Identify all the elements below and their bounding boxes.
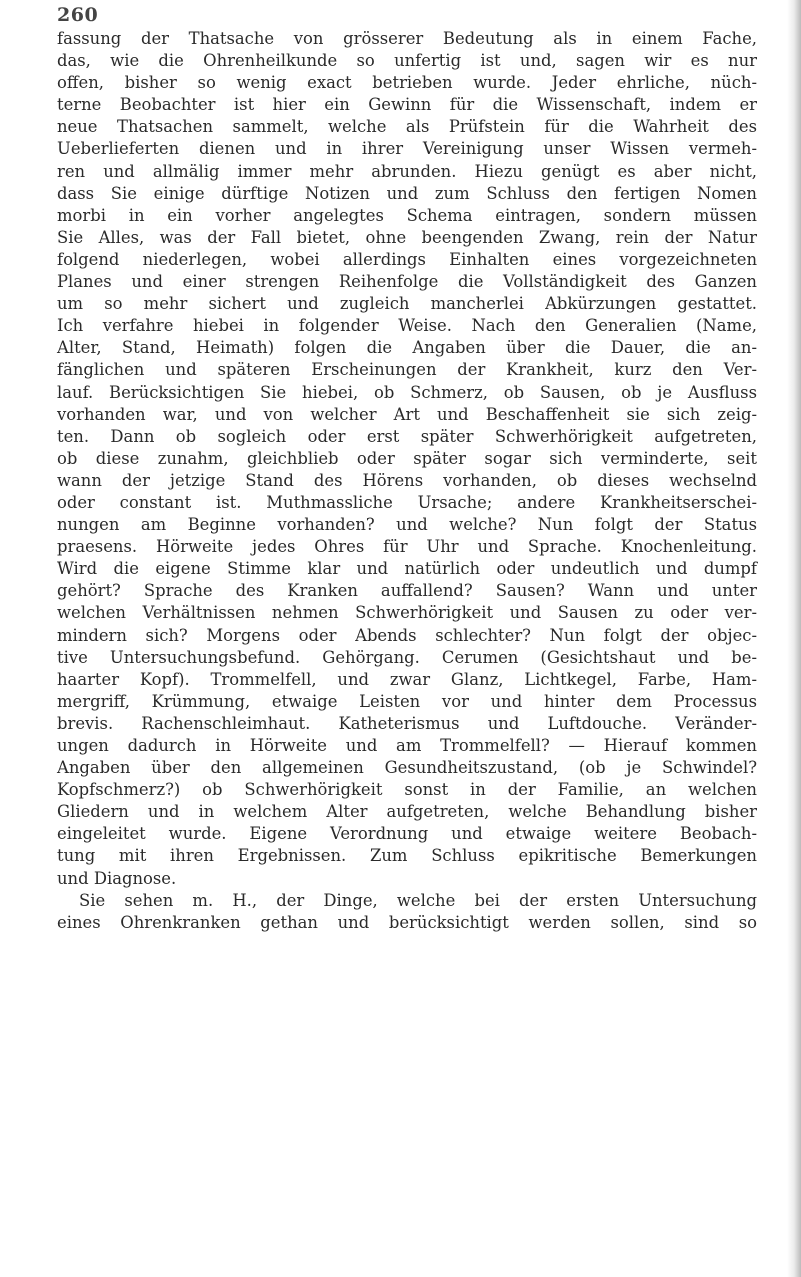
text-line: tung mit ihren Ergebnissen. Zum Schluss epikritische Bemerkungen	[57, 846, 757, 866]
text-line: mergriff, Krümmung, etwaige Leisten vor und hinter dem Processus	[57, 691, 757, 711]
text-line: Ueberlieferten dienen und in ihrer Vereinigung unser Wissen vermeh-	[57, 139, 757, 159]
text-line: dass Sie einige dürftige Notizen und zum Schluss den fertigen Nomen	[57, 183, 757, 203]
text-line: haarter Kopf). Trommelfell, und zwar Glanz, Lichtkegel, Farbe, Ham-	[57, 669, 757, 689]
text-line: Ich verfahre hiebei in folgender Weise. Nach den Generalien (Name,	[57, 316, 757, 336]
text-line: das, wie die Ohrenheilkunde so unfertig ist und, sagen wir es nur	[57, 51, 757, 71]
text-line: Angaben über den allgemeinen Gesundheitszustand, (ob je Schwindel?	[57, 758, 757, 778]
text-line: morbi in ein vorher angelegtes Schema eintragen, sondern müssen	[57, 205, 757, 225]
text-line: fassung der Thatsache von grösserer Bedeutung als in einem Fache,	[57, 29, 757, 48]
text-line: Kopfschmerz?) ob Schwerhörigkeit sonst in der Familie, an welchen	[57, 780, 757, 800]
text-line: wann der jetzige Stand des Hörens vorhanden, ob dieses wechselnd	[57, 470, 757, 490]
text-line: ten. Dann ob sogleich oder erst später Schwerhörigkeit aufgetreten,	[57, 426, 757, 446]
text-line: neue Thatsachen sammelt, welche als Prüfstein für die Wahrheit des	[57, 117, 757, 137]
text-line: Gliedern und in welchem Alter aufgetreten, welche Behandlung bisher	[57, 802, 757, 822]
text-line: brevis. Rachenschleimhaut. Katheterismus und Luftdouche. Veränder-	[57, 713, 757, 733]
page-number: 260	[57, 4, 99, 26]
text-line: eingeleitet wurde. Eigene Verordnung und etwaige weitere Beobach-	[57, 824, 757, 844]
text-line: um so mehr sichert und zugleich mancherlei Abkürzungen gestattet.	[57, 294, 757, 314]
text-line: und Diagnose.	[57, 868, 177, 888]
text-line: Wird die eigene Stimme klar und natürlich oder undeutlich und dumpf	[57, 559, 757, 579]
text-line: ungen dadurch in Hörweite und am Trommelfell? — Hierauf kommen	[57, 736, 757, 755]
text-line: gehört? Sprache des Kranken auffallend? Sausen? Wann und unter	[57, 581, 757, 601]
text-line: Planes und einer strengen Reihenfolge die Vollständigkeit des Ganzen	[57, 272, 757, 292]
text-line: praesens. Hörweite jedes Ohres für Uhr und Sprache. Knochenleitung.	[57, 537, 757, 557]
text-line: lauf. Berücksichtigen Sie hiebei, ob Schmerz, ob Sausen, ob je Ausfluss	[57, 382, 757, 402]
text-line: Alter, Stand, Heimath) folgen die Angaben über die Dauer, die an-	[57, 338, 757, 358]
text-line: Sie Alles, was der Fall bietet, ohne beengenden Zwang, rein der Natur	[57, 227, 757, 247]
text-line: tive Untersuchungsbefund. Gehörgang. Cerumen (Gesichtshaut und be-	[57, 647, 757, 667]
text-line: offen, bisher so wenig exact betrieben wurde. Jeder ehrliche, nüch-	[57, 73, 757, 93]
text-line: terne Beobachter ist hier ein Gewinn für die Wissenschaft, indem er	[57, 95, 757, 115]
text-line: Sie sehen m. H., der Dinge, welche bei der ersten Untersuchung	[79, 890, 757, 910]
body-text	[57, 28, 757, 934]
text-line: ren und allmälig immer mehr abrunden. Hiezu genügt es aber nicht,	[57, 161, 757, 181]
text-line: folgend niederlegen, wobei allerdings Einhalten eines vorgezeichneten	[57, 249, 757, 269]
text-line: oder constant ist. Muthmassliche Ursache; andere Krankheitserschei-	[57, 492, 757, 512]
text-line: nungen am Beginne vorhanden? und welche? Nun folgt der Status	[57, 515, 757, 535]
text-line: ob diese zunahm, gleichblieb oder später sogar sich verminderte, seit	[57, 448, 757, 468]
text-line: fänglichen und späteren Erscheinungen der Krankheit, kurz den Ver-	[57, 360, 757, 380]
text-line: mindern sich? Morgens oder Abends schlechter? Nun folgt der objec-	[57, 625, 757, 645]
text-line: vorhanden war, und von welcher Art und Beschaffenheit sie sich zeig-	[57, 404, 757, 424]
text-line: eines Ohrenkranken gethan und berücksichtigt werden sollen, sind so	[57, 912, 757, 932]
text-line: welchen Verhältnissen nehmen Schwerhörigkeit und Sausen zu oder ver-	[57, 603, 757, 623]
page-edge-shadow	[787, 0, 801, 1277]
